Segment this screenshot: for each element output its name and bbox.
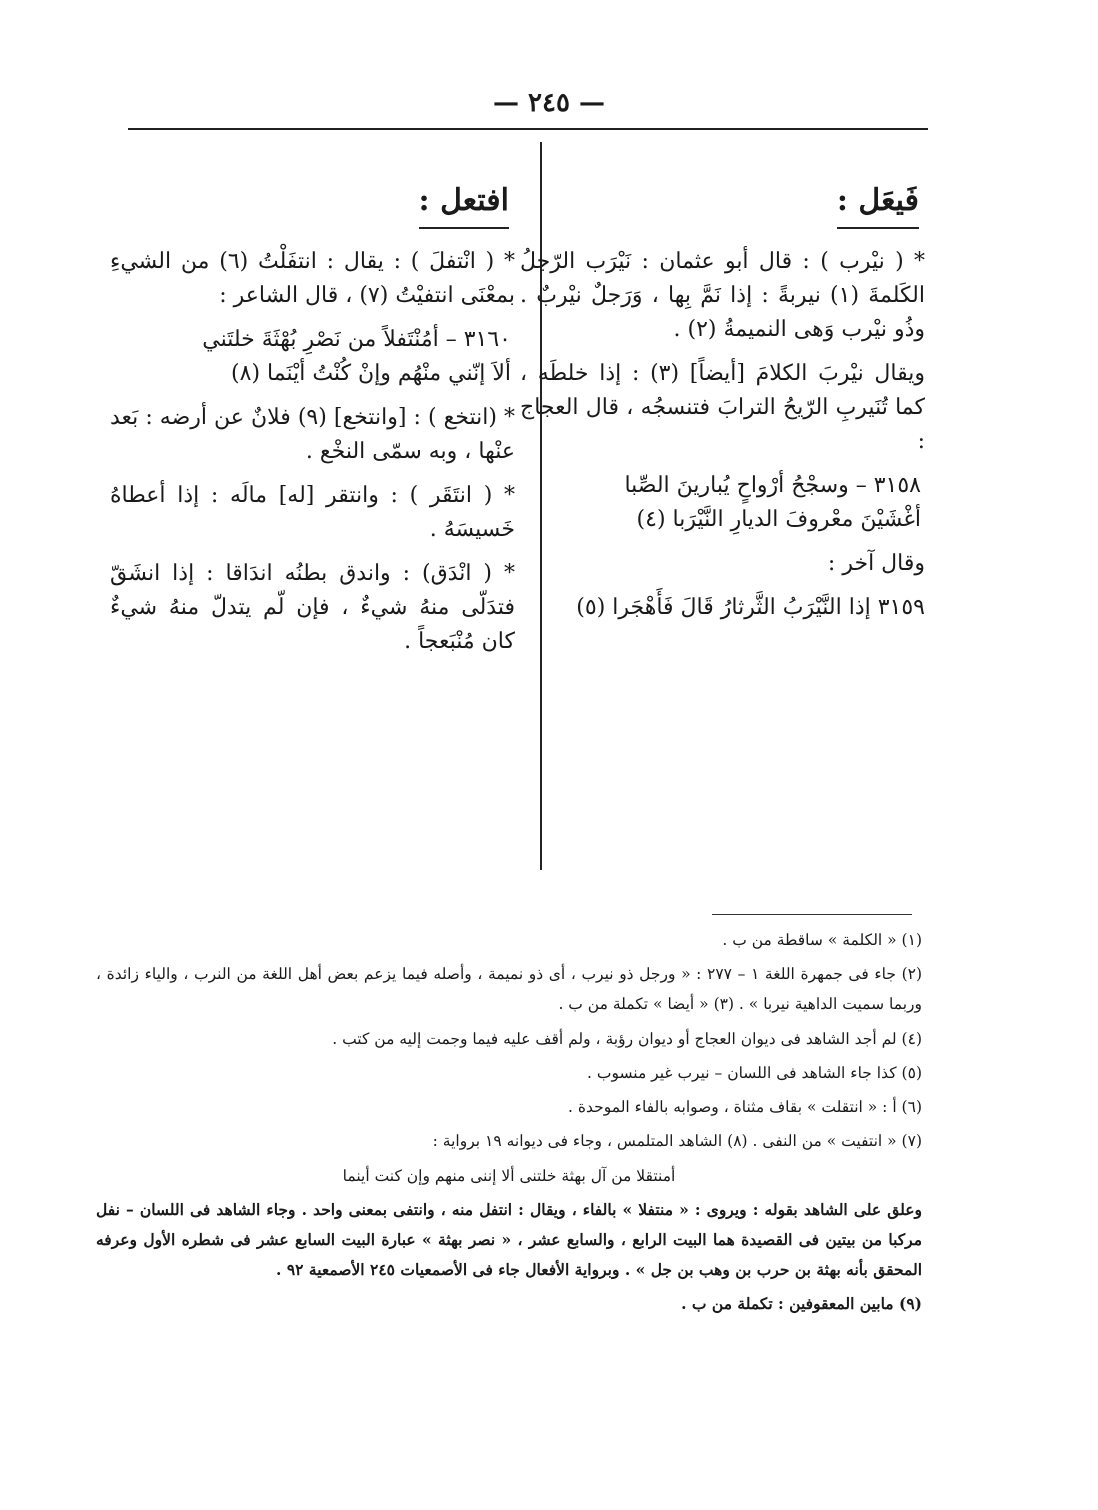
right-section-title: فَيعَل :	[837, 178, 919, 229]
left-verse-1-line-2: ألاَ إنّني منْهُم وإنْ كُنْتُ أيْنَما (٨)	[231, 360, 511, 386]
left-paragraph-1: * ( انْتفلَ ) : يقال : انتفَلْتُ (٦) من الشيءِ بمعْنَى انتفيْتُ (٧) ، قال الشاعر :	[110, 248, 515, 308]
footnote-commentary: وعلق على الشاهد بقوله : ويروى : « منتفلا » بالفاء ، ويقال : انتفل منه ، وانتفى بمعنى واحد . وجاء الشاهد فى اللسان – نفل مركبا من بيتين فى القصيدة هما البيت الرابع ، والسابع عشر ، « نصر بهثة » عبارة البيت السابع عشر فى شطره الأول وعرفه المحقق بأنه بهثة بن حرب بن وهب بن جل » . وبرواية الأفعال جاء فى الأصمعيات ٢٤٥ الأصمعية ٩٢ .	[96, 1199, 922, 1280]
footnote-4: (٤) لم أجد الشاهد فى ديوان العجاج أو ديوان رؤبة ، ولم أقف عليه فيما وجمت إليه من كتب .	[332, 1029, 922, 1048]
left-verse-1-line-1: ٣١٦٠ – أمُنْتَفلاً من نَصْرِ بُهْثَةَ خلتَني	[202, 326, 511, 352]
footnote-7: (٧) « انتفيت » من النفى . (٨) الشاهد المتلمس ، وجاء فى ديوانه ١٩ برواية :	[432, 1132, 922, 1151]
footnote-5: (٥) كذا جاء الشاهد فى اللسان – نيرب غير منسوب .	[587, 1063, 922, 1082]
header-rule	[128, 128, 928, 130]
page-number: — ٢٤٥ —	[492, 88, 606, 118]
right-verse-1-line-2: أغْشَيْنَ معْروفَ الديارِ النَّيْرَبا (٤)	[636, 507, 921, 533]
right-other-poet: وقال آخر :	[827, 551, 925, 577]
right-column	[520, 178, 925, 878]
footnote-9: (٩) مابين المعقوفين : تكملة من ب .	[681, 1294, 922, 1314]
footnote-verse: أمنتقلا من آل بهثة خلتنى ألا إننى منهم وإن كنت أينما	[342, 1166, 676, 1185]
footnote-rule	[712, 914, 912, 915]
left-paragraph-2: * (انتخع ) : [وانتخع] (٩) فلانٌ عن أرضه : بَعد عنْها ، وبه سمّى النخْع .	[110, 404, 515, 464]
left-paragraph-3: * ( انتَقَر ) : وانتقر [له] مالَه : إذا أعطاهُ خَسيسَهُ .	[110, 483, 515, 543]
right-verse-1-line-1: ٣١٥٨ – وسجْحُ أرْواحٍ يُبارينَ الصِّبا	[624, 473, 921, 499]
footnote-6: (٦) أ : « انتقلت » بقاف مثناة ، وصوابه بالفاء الموحدة .	[568, 1098, 922, 1117]
right-verse-2: ٣١٥٩ إذا النَّيْرَبُ الثَّرثارُ قَالَ فَأَهْجَرا (٥)	[576, 595, 925, 621]
footnote-1: (١) « الكلمة » ساقطة من ب .	[722, 931, 922, 949]
footnote-2: (٢) جاء فى جمهرة اللغة ١ – ٢٧٧ : « ورجل ذو نيرب ، أى ذو نميمة ، وأصله فيما يزعم بعض أهل اللغة من النرب ، والياء زائدة ، وربما سميت الداهية نيربا » . (٣) « أيضا » تكملة من ب .	[96, 965, 922, 1014]
left-verse-1	[110, 323, 515, 391]
left-column	[110, 178, 515, 878]
left-section-title: افتعل :	[419, 178, 509, 229]
right-paragraph-1: * ( نيْرب ) : قال أبو عثمان : نَيْرَب الرّجلُ الكَلمةَ (١) نيربةً : إذا نَمَّ بِها ، وَرَجلٌ نيْربٌ . وذُو نيْرب وَهى النميمةُ (٢) .	[520, 248, 925, 342]
right-paragraph-2: ويقال نيْربَ الكلامَ [أيضاً] (٣) : إذا خلطَه ، كما تُنَيربِ الرّيحُ الترابَ فتنسجُه ، قال العجاج :	[520, 360, 925, 454]
left-paragraph-4: * ( انْدَق) : واندق بطنُه اندَاقا : إذا انشَقّ فتدَلّى منهُ شيءٌ ، فإن لّم يتدلّ منهُ شيءٌ كان مُنْبَعجاً .	[110, 561, 515, 655]
right-verse-1	[520, 469, 925, 537]
footnotes	[96, 925, 922, 1485]
